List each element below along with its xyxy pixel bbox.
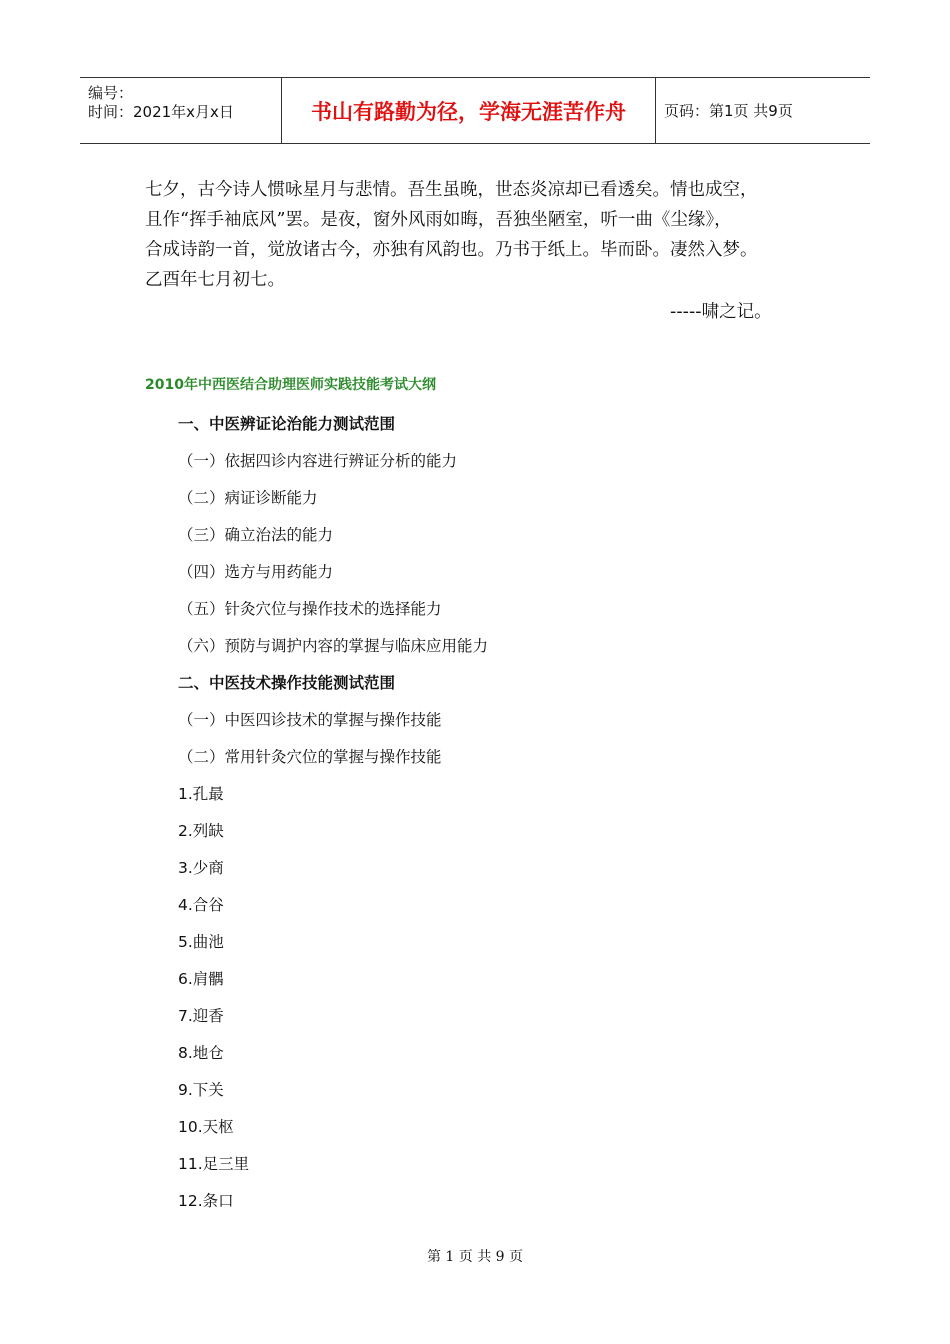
time-label: 时间：2021年x月x日 [88,103,234,121]
header-motto: 书山有路勤为径，学海无涯苦作舟 [282,78,656,143]
acupoint-name: 肩髃 [192,970,224,988]
subsection-item: （一）依据四诊内容进行辨证分析的能力 [178,452,458,470]
acupoint-item [178,1150,488,1187]
acupoint-name: 下关 [192,1081,224,1099]
acupoint-item [178,780,488,817]
item-number: 6. [178,970,193,988]
subsection-item: （五）针灸穴位与操作技术的选择能力 [178,600,442,618]
acupoint-item [178,891,488,928]
preface-line: 合成诗韵一首，觉放诸古今，亦独有风韵也。乃书于纸上。毕而卧。凄然入梦。 [145,240,758,260]
subsection-item: （三）确立治法的能力 [178,526,334,544]
section-heading: 一、中医辨证论治能力测试范围 [178,415,396,433]
acupoint-name: 条口 [202,1192,234,1210]
acupoint-item [178,1002,488,1039]
item-number: 3. [178,859,193,877]
acupoint-name: 曲池 [192,933,224,951]
acupoint-item [178,1113,488,1150]
header-page-label: 页码：第1页 共9页 [664,102,793,120]
acupoint-name: 足三里 [202,1155,250,1173]
item-number: 10. [178,1118,203,1136]
subsection-item: （六）预防与调护内容的掌握与临床应用能力 [178,637,489,655]
section-heading: 二、中医技术操作技能测试范围 [178,674,396,692]
subsection-item: （四）选方与用药能力 [178,563,334,581]
preface-line: 且作“挥手袖底风”罢。是夜，窗外风雨如晦，吾独坐陋室，听一曲《尘缘》， [145,210,732,230]
acupoint-name: 少商 [192,859,224,877]
acupoint-item [178,928,488,965]
number-label: 编号： [88,84,134,102]
acupoint-item [178,854,488,891]
acupoint-item [178,1039,488,1076]
preface-line: 乙酉年七月初七。 [145,270,285,290]
acupoint-name: 迎香 [192,1007,224,1025]
preface-line: 七夕，古今诗人惯咏星月与悲情。吾生虽晚，世态炎凉却已看透矣。情也成空， [145,180,758,200]
preface-text [145,175,810,295]
acupoint-name: 地仓 [192,1044,224,1062]
document-title: 2010年中西医结合助理医师实践技能考试大纲 [145,377,436,393]
acupoint-item [178,1187,488,1224]
item-number: 5. [178,933,193,951]
acupoint-item [178,965,488,1002]
subsection-item: （一）中医四诊技术的掌握与操作技能 [178,711,442,729]
acupoint-name: 列缺 [192,822,224,840]
outline-list [178,410,488,1224]
acupoint-item [178,1076,488,1113]
acupoint-name: 孔最 [192,785,224,803]
item-number: 7. [178,1007,193,1025]
item-number: 4. [178,896,193,914]
page-header [80,77,870,144]
signature: -----啸之记。 [670,302,772,322]
subsection-item: （二）常用针灸穴位的掌握与操作技能 [178,748,442,766]
page-footer: 第 1 页 共 9 页 [426,1249,524,1265]
header-meta [80,78,282,143]
item-number: 12. [178,1192,203,1210]
acupoint-name: 合谷 [192,896,224,914]
item-number: 9. [178,1081,193,1099]
acupoint-name: 天枢 [202,1118,234,1136]
item-number: 1. [178,785,193,803]
subsection-item: （二）病证诊断能力 [178,489,318,507]
item-number: 8. [178,1044,193,1062]
acupoint-item [178,817,488,854]
item-number: 2. [178,822,193,840]
item-number: 11. [178,1155,203,1173]
